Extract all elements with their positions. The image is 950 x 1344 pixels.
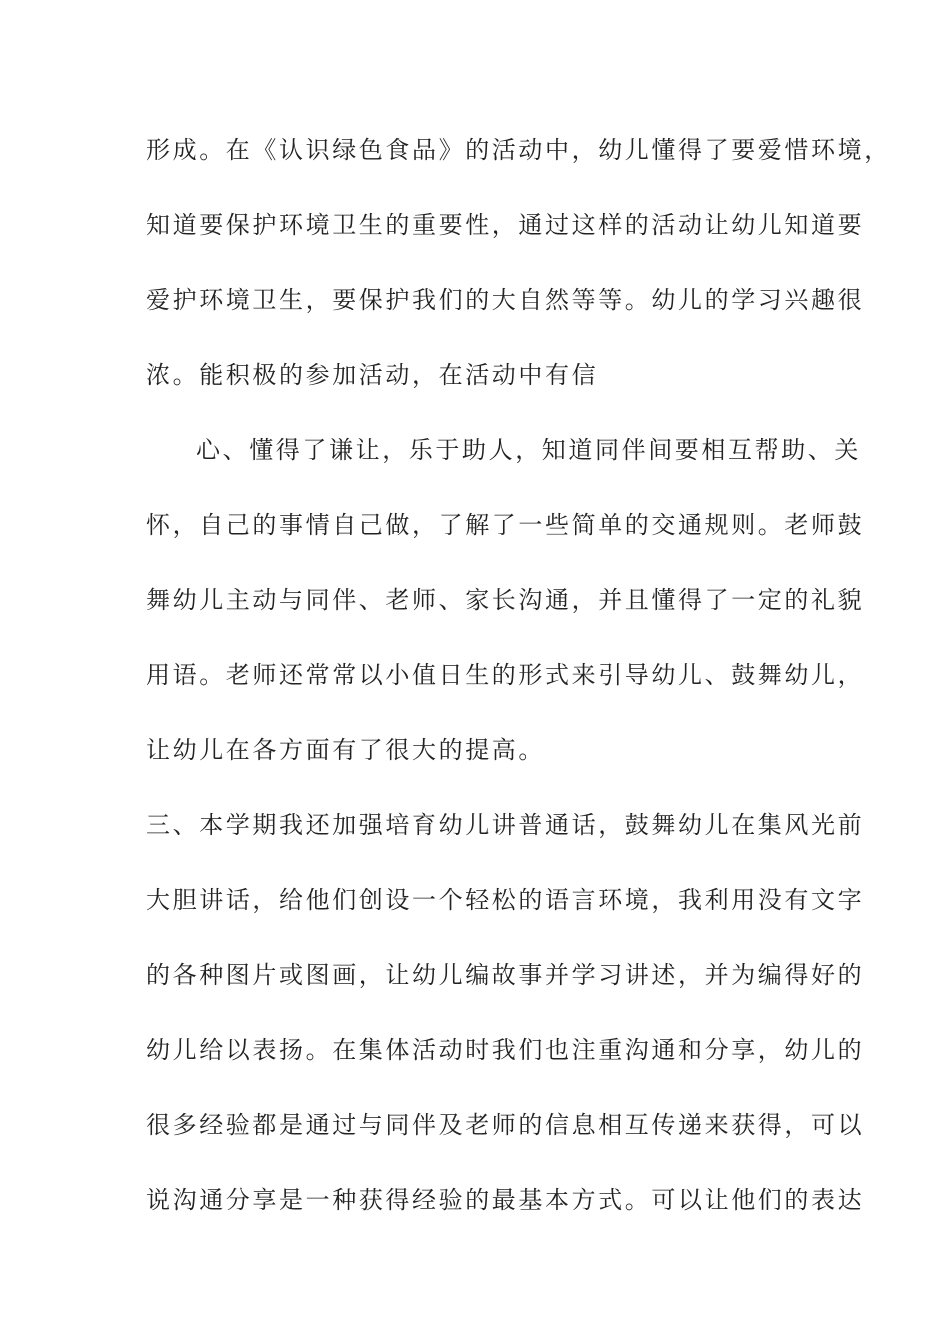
text-line: 用语。老师还常常以小值日生的形式来引导幼儿、鼓舞幼儿，: [146, 661, 865, 689]
body-text: [146, 130, 891, 1255]
text-line: 说沟通分享是一种获得经验的最基本方式。可以让他们的表达: [146, 1186, 865, 1214]
text-line: 知道要保护环境卫生的重要性，通过这样的活动让幼儿知道要: [146, 211, 865, 239]
text-line: 心、懂得了谦让，乐于助人，知道同伴间要相互帮助、关: [196, 436, 861, 464]
text-line: 幼儿给以表扬。在集体活动时我们也注重沟通和分享，幼儿的: [146, 1036, 865, 1064]
text-line: 大胆讲话，给他们创设一个轻松的语言环境，我利用没有文字: [146, 886, 865, 914]
text-line: 三、本学期我还加强培育幼儿讲普通话，鼓舞幼儿在集风光前: [146, 811, 865, 839]
text-line: 很多经验都是通过与同伴及老师的信息相互传递来获得，可以: [146, 1111, 865, 1139]
text-line: 浓。能积极的参加活动，在活动中有信: [146, 361, 599, 389]
text-line: 让幼儿在各方面有了很大的提高。: [146, 736, 545, 764]
text-line: 形成。在《认识绿色食品》的活动中，幼儿懂得了要爱惜环境，: [146, 136, 891, 164]
text-line: 的各种图片或图画，让幼儿编故事并学习讲述，并为编得好的: [146, 961, 865, 989]
text-line: 爱护环境卫生，要保护我们的大自然等等。幼儿的学习兴趣很: [146, 286, 865, 314]
text-line: 舞幼儿主动与同伴、老师、家长沟通，并且懂得了一定的礼貌: [146, 586, 865, 614]
text-line: 怀，自己的事情自己做，了解了一些简单的交通规则。老师鼓: [146, 511, 865, 539]
